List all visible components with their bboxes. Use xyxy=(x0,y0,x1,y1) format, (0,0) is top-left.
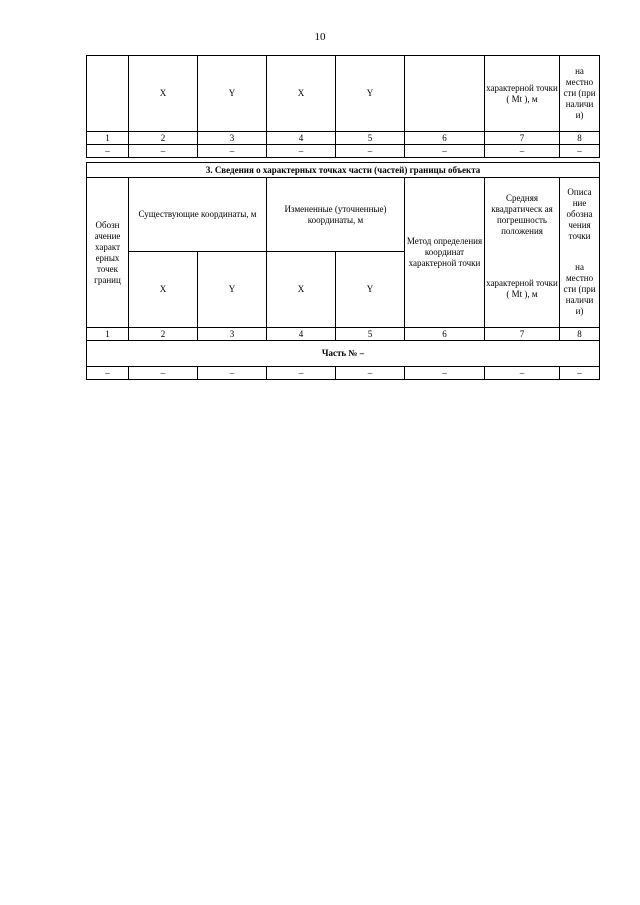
dash-cell: – xyxy=(485,145,560,158)
column-number: 2 xyxy=(129,328,198,341)
column-number: 3 xyxy=(198,132,267,145)
page-number: 10 xyxy=(314,31,326,43)
header-existing-coordinates: Существующие координаты, м xyxy=(129,178,267,252)
header-refined-coordinates: Измененные (уточненные) координаты, м xyxy=(267,178,405,252)
cont-header-x2: X xyxy=(267,56,336,132)
dash-cell: – xyxy=(198,145,267,158)
header-y-refined: Y xyxy=(336,252,405,328)
dash-row xyxy=(87,367,600,380)
cont-cell-blank-1 xyxy=(87,56,129,132)
dash-cell: – xyxy=(267,367,336,380)
header-x-existing: X xyxy=(129,252,198,328)
column-number: 1 xyxy=(87,328,129,341)
column-number: 7 xyxy=(485,132,560,145)
header-method: Метод определения координат характерной точки xyxy=(405,178,485,328)
dash-cell: – xyxy=(336,367,405,380)
dash-cell: – xyxy=(485,367,560,380)
dash-cell: – xyxy=(87,145,129,158)
dash-cell: – xyxy=(198,367,267,380)
column-numbers-row xyxy=(87,328,600,341)
header-y-existing: Y xyxy=(198,252,267,328)
cont-cell-blank-6 xyxy=(405,56,485,132)
dash-cell: – xyxy=(560,367,600,380)
column-number: 1 xyxy=(87,132,129,145)
dash-cell: – xyxy=(129,145,198,158)
column-number: 4 xyxy=(267,328,336,341)
header-desc-bottom: на местно сти (при наличи и) xyxy=(560,252,600,328)
cont-header-y2: Y xyxy=(336,56,405,132)
column-number: 5 xyxy=(336,328,405,341)
header-rms-bottom: характерной точки ( Mt ), м xyxy=(485,252,560,328)
dash-cell: – xyxy=(129,367,198,380)
cont-header-desc-tail: на местно сти (при наличи и) xyxy=(560,56,600,132)
header-rms-top: Средняя квадратическ ая погрешность положения xyxy=(485,178,560,252)
dash-cell: – xyxy=(405,367,485,380)
part-label: Часть № – xyxy=(87,341,600,367)
dash-cell: – xyxy=(267,145,336,158)
column-number: 6 xyxy=(405,132,485,145)
header-desc-top: Описа ние обозна чения точки xyxy=(560,178,600,252)
cont-column-numbers-row xyxy=(87,132,600,145)
table-section-3 xyxy=(86,162,600,380)
column-number: 3 xyxy=(198,328,267,341)
section-3-title: 3. Сведения о характерных точках части (частей) границы объекта xyxy=(87,163,600,178)
column-number: 8 xyxy=(560,328,600,341)
column-number: 4 xyxy=(267,132,336,145)
cont-header-x1: X xyxy=(129,56,198,132)
dash-cell: – xyxy=(560,145,600,158)
column-number: 5 xyxy=(336,132,405,145)
cont-dash-row xyxy=(87,145,600,158)
column-number: 7 xyxy=(485,328,560,341)
table-continued xyxy=(86,55,600,158)
dash-cell: – xyxy=(87,367,129,380)
header-point-designation: Обозн ачение характ ерных точек границ xyxy=(87,178,129,328)
cont-header-rms-tail: характерной точки ( Mt ), м xyxy=(485,56,560,132)
column-number: 6 xyxy=(405,328,485,341)
cont-header-y1: Y xyxy=(198,56,267,132)
dash-cell: – xyxy=(405,145,485,158)
dash-cell: – xyxy=(336,145,405,158)
column-number: 2 xyxy=(129,132,198,145)
column-number: 8 xyxy=(560,132,600,145)
header-x-refined: X xyxy=(267,252,336,328)
